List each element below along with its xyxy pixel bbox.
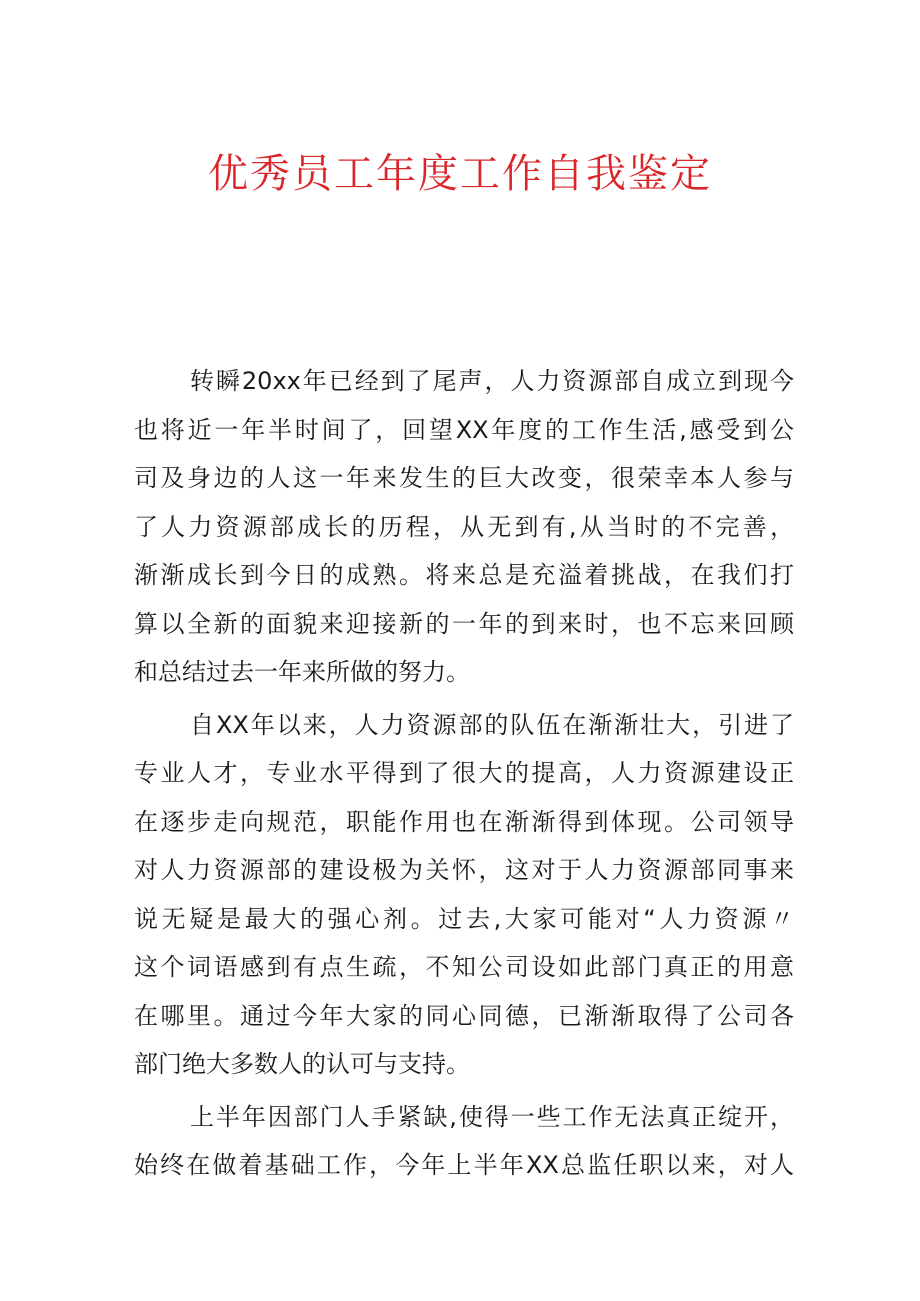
paragraph-line: 说无疑是最大的强心剂。过去,大家可能对“人力资源〃 xyxy=(134,904,794,933)
paragraph-line: 和总结过去一年来所做的努力。 xyxy=(134,658,470,686)
paragraph-line: 这个词语感到有点生疏，不知公司设如此部门真正的用意 xyxy=(134,953,794,981)
paragraph-line: 对人力资源部的建设极为关怀，这对于人力资源部同事来 xyxy=(134,856,794,884)
paragraph-line: 在逐步走向规范，职能作用也在渐渐得到体现。公司领导 xyxy=(134,807,794,836)
paragraph-line: 自XX年以来，人力资源部的队伍在渐渐壮大，引进了 xyxy=(190,710,794,739)
paragraph-line: 始终在做着基础工作，今年上半年XX总监任职以来，对人 xyxy=(134,1151,794,1179)
paragraph-line: 上半年因部门人手紧缺,使得一些工作无法真正绽开， xyxy=(190,1102,794,1131)
paragraph-line: 专业人才，专业水平得到了很大的提高，人力资源建设正 xyxy=(134,759,794,787)
paragraph-line: 在哪里。通过今年大家的同心同德，已渐渐取得了公司各 xyxy=(134,1001,794,1030)
paragraph-line: 司及身边的人这一年来发生的巨大改变，很荣幸本人参与 xyxy=(134,464,794,492)
paragraph-line: 部门绝大多数人的认可与支持。 xyxy=(134,1050,470,1078)
paragraph-1 xyxy=(134,357,794,697)
paragraph-line: 了人力资源部成长的历程，从无到有,从当时的不完善， xyxy=(134,512,794,541)
paragraph-line: 渐渐成长到今日的成熟。将来总是充溢着挑战，在我们打 xyxy=(134,561,794,589)
paragraph-line: 也将近一年半时间了，回望XX年度的工作生活,感受到公 xyxy=(134,415,794,444)
paragraph-3 xyxy=(134,1093,794,1190)
document-body xyxy=(134,357,794,1190)
paragraph-2 xyxy=(134,701,794,1089)
paragraph-line: 转瞬20xx年已经到了尾声，人力资源部自成立到现今 xyxy=(190,367,794,395)
document-title: 优秀员工年度工作自我鉴定 xyxy=(208,151,712,197)
paragraph-line: 算以全新的面貌来迎接新的一年的到来时，也不忘来回顾 xyxy=(134,609,794,638)
